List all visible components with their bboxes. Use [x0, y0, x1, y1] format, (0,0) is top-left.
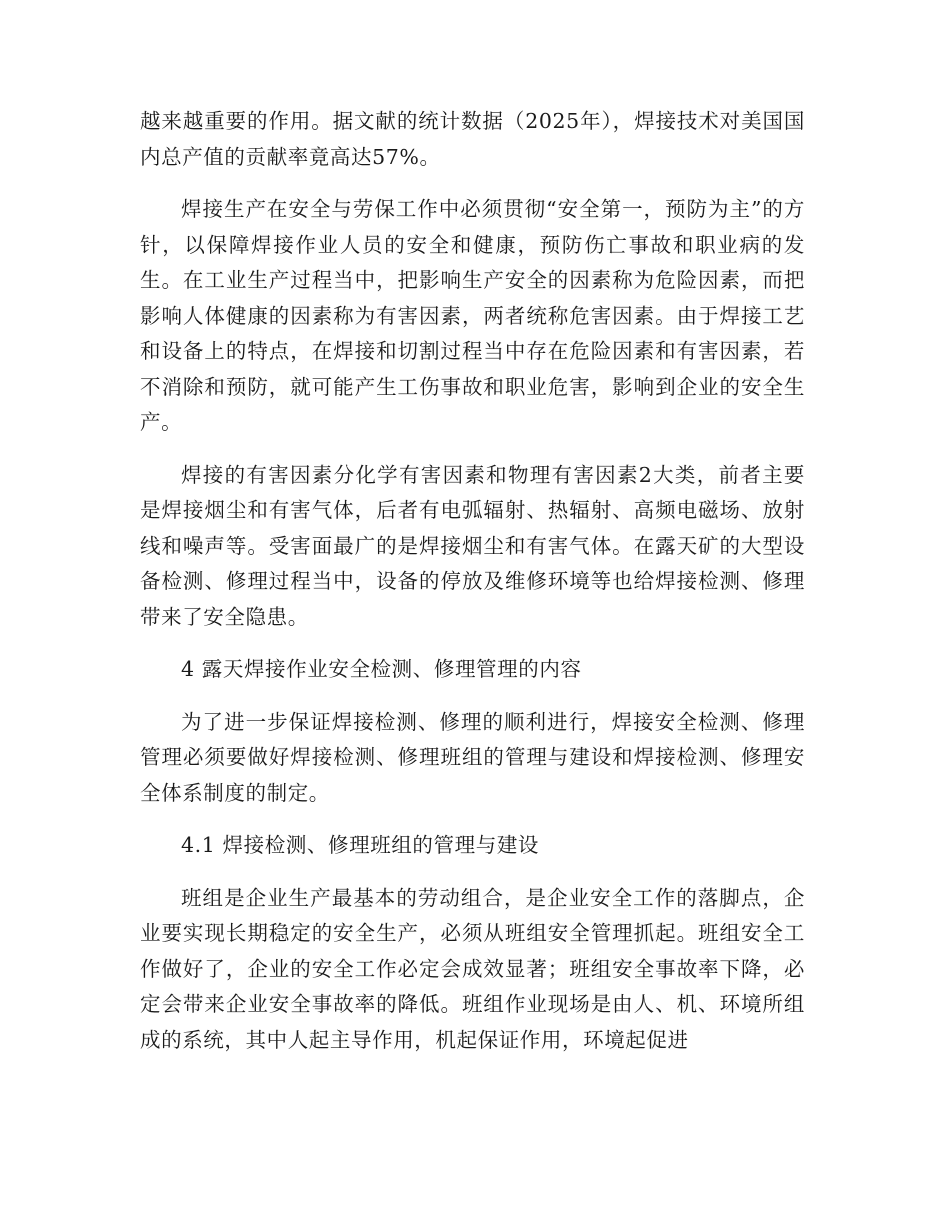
- document-body: [140, 104, 805, 1075]
- paragraph-hazard-factors: 焊接的有害因素分化学有害因素和物理有害因素2大类，前者主要是焊接烟尘和有害气体，后者有电弧辐射、热辐射、高频电磁场、放射线和噪声等。受害面最广的是焊接烟尘和有害气体。在露天矿的大型设备检测、修理过程当中，设备的停放及维修环境等也给焊接检测、修理带来了安全隐患。: [140, 462, 805, 629]
- paragraph-continuation: 越来越重要的作用。据文献的统计数据（2025年），焊接技术对美国国内总产值的贡献率竟高达57%。: [140, 109, 805, 169]
- paragraph-safety-policy: 焊接生产在安全与劳保工作中必须贯彻“安全第一，预防为主”的方针，以保障焊接作业人员的安全和健康，预防伤亡事故和职业病的发生。在工业生产过程当中，把影响生产安全的因素称为危险因素，而把影响人体健康的因素称为有害因素，两者统称危害因素。由于焊接工艺和设备上的特点，在焊接和切割过程当中存在危险因素和有害因素，若不消除和预防，就可能产生工伤事故和职业危害，影响到企业的安全生产。: [140, 197, 805, 434]
- section-heading-4: 4 露天焊接作业安全检测、修理管理的内容: [181, 657, 582, 681]
- paragraph-section-4-intro: 为了进一步保证焊接检测、修理的顺利进行，焊接安全检测、修理管理必须要做好焊接检测、修理班组的管理与建设和焊接检测、修理安全体系制度的制定。: [140, 709, 805, 805]
- paragraph-team-management: 班组是企业生产最基本的劳动组合，是企业安全工作的落脚点，企业要实现长期稳定的安全生产，必须从班组安全管理抓起。班组安全工作做好了，企业的安全工作必定会成效显著；班组安全事故率下降，必定会带来企业安全事故率的降低。班组作业现场是由人、机、环境所组成的系统，其中人起主导作用，机起保证作用，环境起促进: [140, 885, 805, 1052]
- subsection-heading-4-1: 4.1 焊接检测、修理班组的管理与建设: [181, 833, 540, 857]
